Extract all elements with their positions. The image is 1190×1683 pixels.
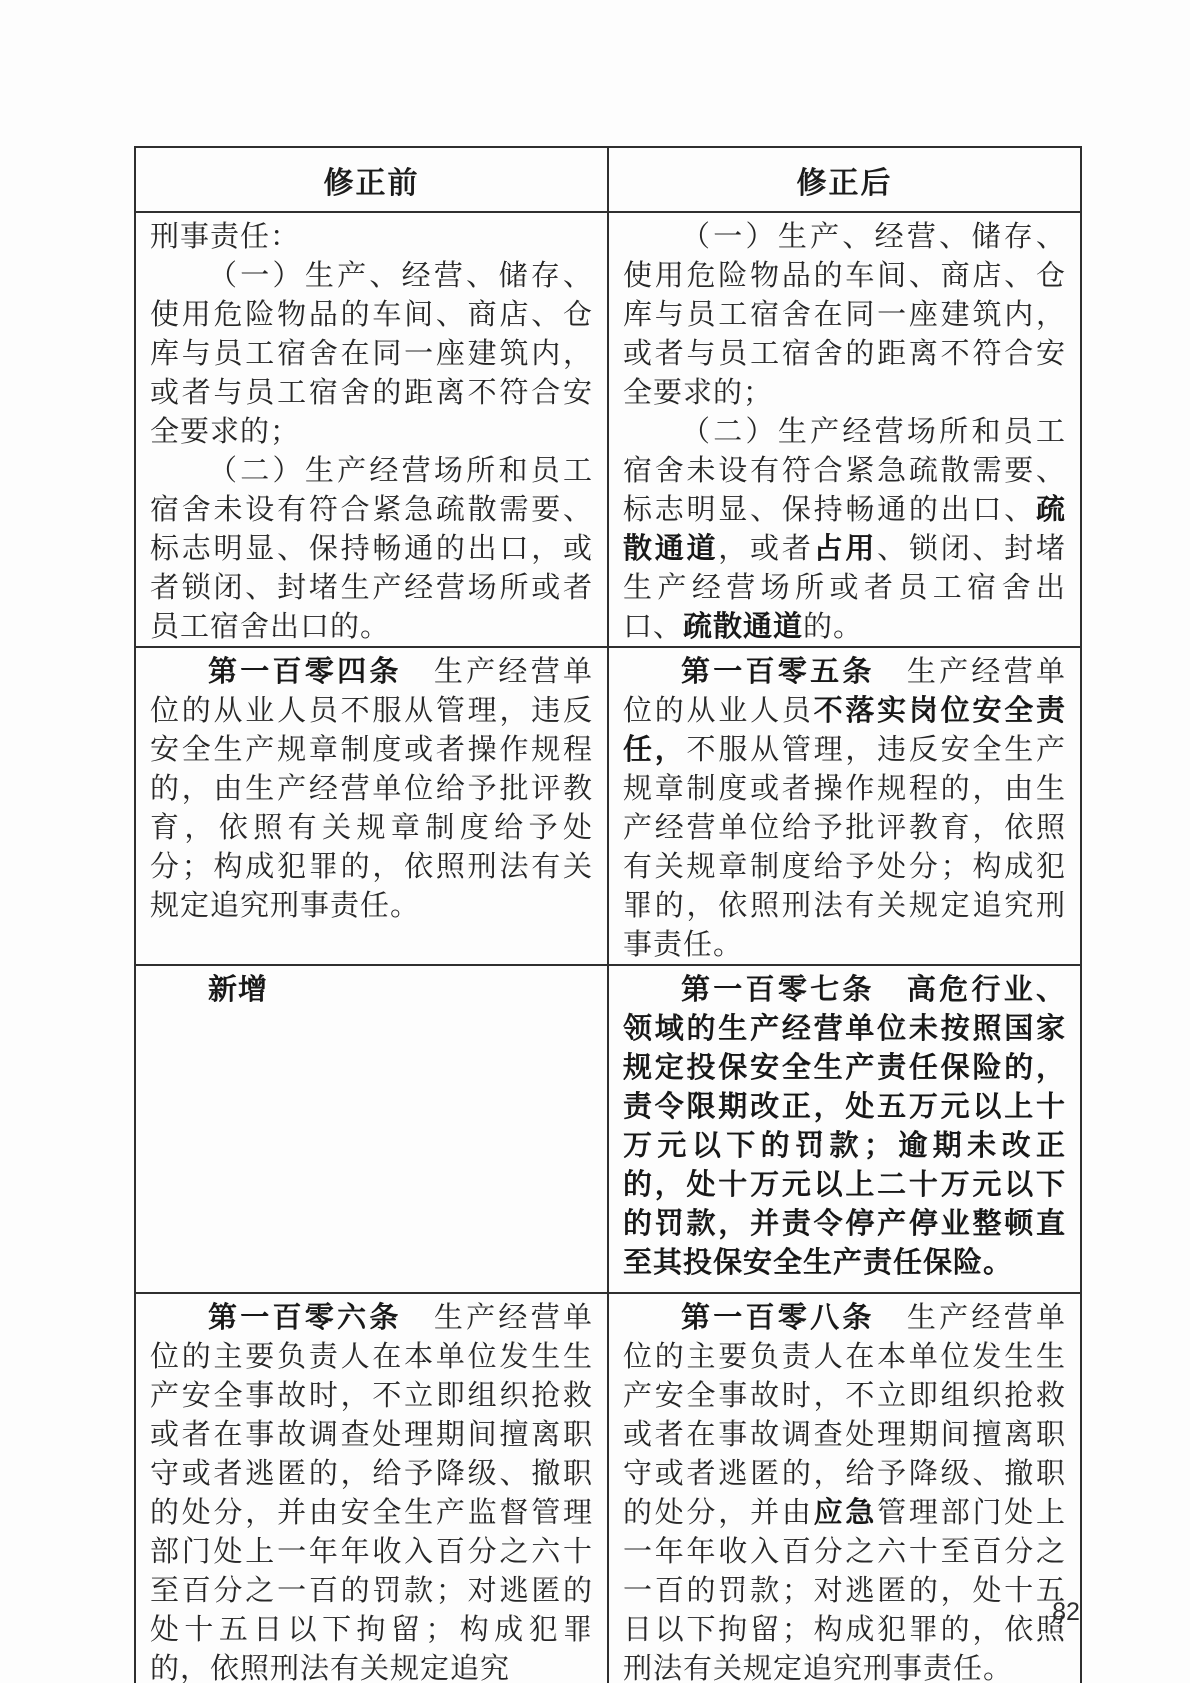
text-run: 生产经营单位的主要负责人在本单位发生生产安全事故时，不立即组织抢救或者在事故调查处理期间擅离职守或者逃匿的，给予降级、撤职的处分，并由 bbox=[623, 1300, 1066, 1529]
bold-text-run: 第一百零六条 bbox=[208, 1300, 402, 1334]
header-before: 修正前 bbox=[135, 147, 608, 212]
page-number: 82 bbox=[1052, 1598, 1080, 1626]
text-run: 生产经营单位的主要负责人在本单位发生生产安全事故时，不立即组织抢救或者在事故调查处理期间擅离职守或者逃匿的，给予降级、撤职的处分，并由安全生产监督管理部门处上一年年收入百分之六十至百分之一百的罚款；对逃匿的处十五日以下拘留；构成犯罪的，依照刑法有关规定追究 bbox=[150, 1300, 593, 1683]
paragraph bbox=[623, 412, 1066, 646]
cell-row2-after bbox=[608, 647, 1081, 965]
paragraph bbox=[623, 1298, 1066, 1683]
text-run: （一）生产、经营、储存、使用危险物品的车间、商店、仓库与员工宿舍在同一座建筑内，或者与员工宿舍的距离不符合安全要求的； bbox=[623, 219, 1066, 409]
bold-text-run: 占用 bbox=[813, 531, 878, 565]
paragraph bbox=[150, 256, 593, 451]
bold-text-run: 第一百零五条 bbox=[681, 654, 875, 688]
header-after: 修正后 bbox=[608, 147, 1081, 212]
paragraph bbox=[150, 1298, 593, 1683]
bold-text-run: 疏散通道 bbox=[683, 609, 804, 643]
text-run: 管理部门处上一年年收入百分之六十至百分之一百的罚款；对逃匿的，处十五日以下拘留；构成犯罪的，依照刑法有关规定追究刑事责任。 bbox=[623, 1495, 1066, 1683]
table-row bbox=[135, 965, 1081, 1293]
paragraph bbox=[623, 217, 1066, 412]
text-run: 的。 bbox=[803, 609, 864, 643]
text-run: 生产经营单位的从业人员不服从管理，违反安全生产规章制度或者操作规程的，由生产经营单位给予批评教育，依照有关规章制度给予处分；构成犯罪的，依照刑法有关规定追究刑事责任。 bbox=[150, 654, 593, 922]
bold-text-run: 第一百零四条 bbox=[208, 654, 402, 688]
paragraph bbox=[623, 652, 1066, 964]
bold-text-run: 第一百零七条 高危行业、领域的生产经营单位未按照国家规定投保安全生产责任保险的，责令限期改正，处五万元以上十万元以下的罚款；逾期未改正的，处十万元以上二十万元以下的罚款，并责令停产停业整顿直至其投保安全生产责任保险。 bbox=[623, 972, 1066, 1279]
table-header-row bbox=[135, 147, 1081, 212]
bold-text-run: 疏散通道 bbox=[623, 492, 1066, 565]
bold-text-run: 应急 bbox=[813, 1495, 878, 1529]
cell-row1-after bbox=[608, 212, 1081, 647]
comparison-table bbox=[134, 146, 1082, 1683]
table-row bbox=[135, 647, 1081, 965]
text-run: ，或者 bbox=[718, 531, 814, 565]
text-run: 、锁闭、封堵生产经营场所或者员工宿舍出口、 bbox=[623, 531, 1066, 643]
text-run: （一）生产、经营、储存、使用危险物品的车间、商店、仓库与员工宿舍在同一座建筑内，或者与员工宿舍的距离不符合安全要求的； bbox=[150, 258, 593, 448]
cell-row1-before bbox=[135, 212, 608, 647]
bold-text-run: 第一百零八条 bbox=[681, 1300, 875, 1334]
cell-row4-after bbox=[608, 1293, 1081, 1683]
table-row bbox=[135, 212, 1081, 647]
text-run: 生产经营单位的从业人员 bbox=[623, 654, 1066, 727]
paragraph bbox=[150, 451, 593, 646]
text-run: （二）生产经营场所和员工宿舍未设有符合紧急疏散需要、标志明显、保持畅通的出口、 bbox=[623, 414, 1066, 526]
paragraph bbox=[150, 217, 593, 256]
text-run: 不服从管理，违反安全生产规章制度或者操作规程的，由生产经营单位给予批评教育，依照有关规章制度给予处分；构成犯罪的，依照刑法有关规定追究刑事责任。 bbox=[623, 732, 1066, 961]
paragraph bbox=[623, 970, 1066, 1282]
cell-row2-before bbox=[135, 647, 608, 965]
paragraph bbox=[150, 970, 593, 1009]
paragraph bbox=[150, 652, 593, 925]
text-run: （二）生产经营场所和员工宿舍未设有符合紧急疏散需要、标志明显、保持畅通的出口，或者锁闭、封堵生产经营场所或者员工宿舍出口的。 bbox=[150, 453, 593, 643]
text-run: 刑事责任： bbox=[150, 219, 301, 253]
bold-text-run: 新增 bbox=[208, 972, 269, 1006]
bold-text-run: 不落实岗位安全责任， bbox=[623, 693, 1066, 766]
cell-row3-after bbox=[608, 965, 1081, 1293]
table-row bbox=[135, 1293, 1081, 1683]
cell-row3-before bbox=[135, 965, 608, 1293]
cell-row4-before bbox=[135, 1293, 608, 1683]
